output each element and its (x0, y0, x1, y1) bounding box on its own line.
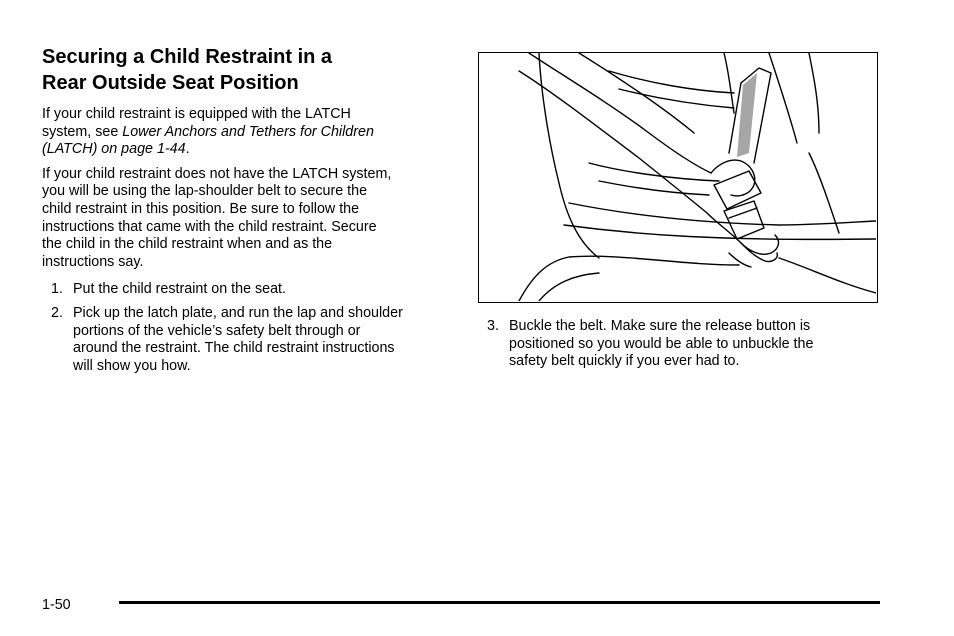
step-text: around the restraint. The child restraint instructions (73, 340, 395, 357)
no-latch-line: If your child restraint does not have the LATCH system, (42, 165, 392, 182)
section-heading (42, 44, 448, 96)
step-text: portions of the vehicle’s safety belt through or (73, 322, 361, 339)
no-latch-line: you will be using the lap-shoulder belt to secure the (42, 183, 368, 200)
step-text: Pick up the latch plate, and run the lap and shoulder (73, 304, 403, 321)
no-latch-paragraph (42, 166, 448, 272)
latch-line-2: system, see Lower Anchors and Tethers for Children (42, 123, 374, 140)
step-text: Buckle the belt. Make sure the release button is (509, 318, 811, 334)
buckling-illustration (478, 52, 878, 303)
step-text: will show you how. (73, 357, 191, 374)
right-column (478, 318, 878, 377)
latch-paragraph (42, 106, 448, 159)
step-text: safety belt quickly if you ever had to. (509, 353, 740, 370)
page-number: 1-50 (42, 597, 71, 613)
left-arm-upper-edge (529, 53, 711, 173)
step-number: 3. (487, 318, 499, 334)
no-latch-line: the child in the child restraint when and as the (42, 236, 333, 253)
no-latch-line: instructions that came with the child restraint. Secure (42, 218, 377, 235)
latch-line-1: If your child restraint is equipped with the LATCH (42, 106, 351, 122)
seat-top-ridge (609, 71, 734, 93)
latch-cross-reference-page[interactable]: (LATCH) on page 1-44 (42, 141, 186, 158)
seat-back-edge (539, 53, 599, 258)
step-number: 2. (51, 304, 63, 321)
no-latch-line: instructions say. (42, 253, 144, 270)
no-latch-line: child restraint in this position. Be sure to follow the (42, 200, 360, 217)
heading-line-2: Rear Outside Seat Position (42, 72, 299, 94)
step-1 (42, 281, 448, 299)
step-3 (478, 318, 878, 371)
heading-line-1: Securing a Child Restraint in a (42, 46, 333, 68)
step-text: positioned so you would be able to unbuckle the (509, 335, 814, 352)
step-number: 1. (51, 281, 63, 298)
latch-line-3: (LATCH) on page 1-44. (42, 141, 190, 158)
footer-rule (119, 601, 880, 604)
seat-belt-illustration (479, 53, 876, 301)
step-2 (42, 305, 448, 375)
left-column (42, 44, 448, 381)
latch-cross-reference[interactable]: Lower Anchors and Tethers for Children (122, 123, 374, 140)
step-text: Put the child restraint on the seat. (73, 281, 286, 298)
